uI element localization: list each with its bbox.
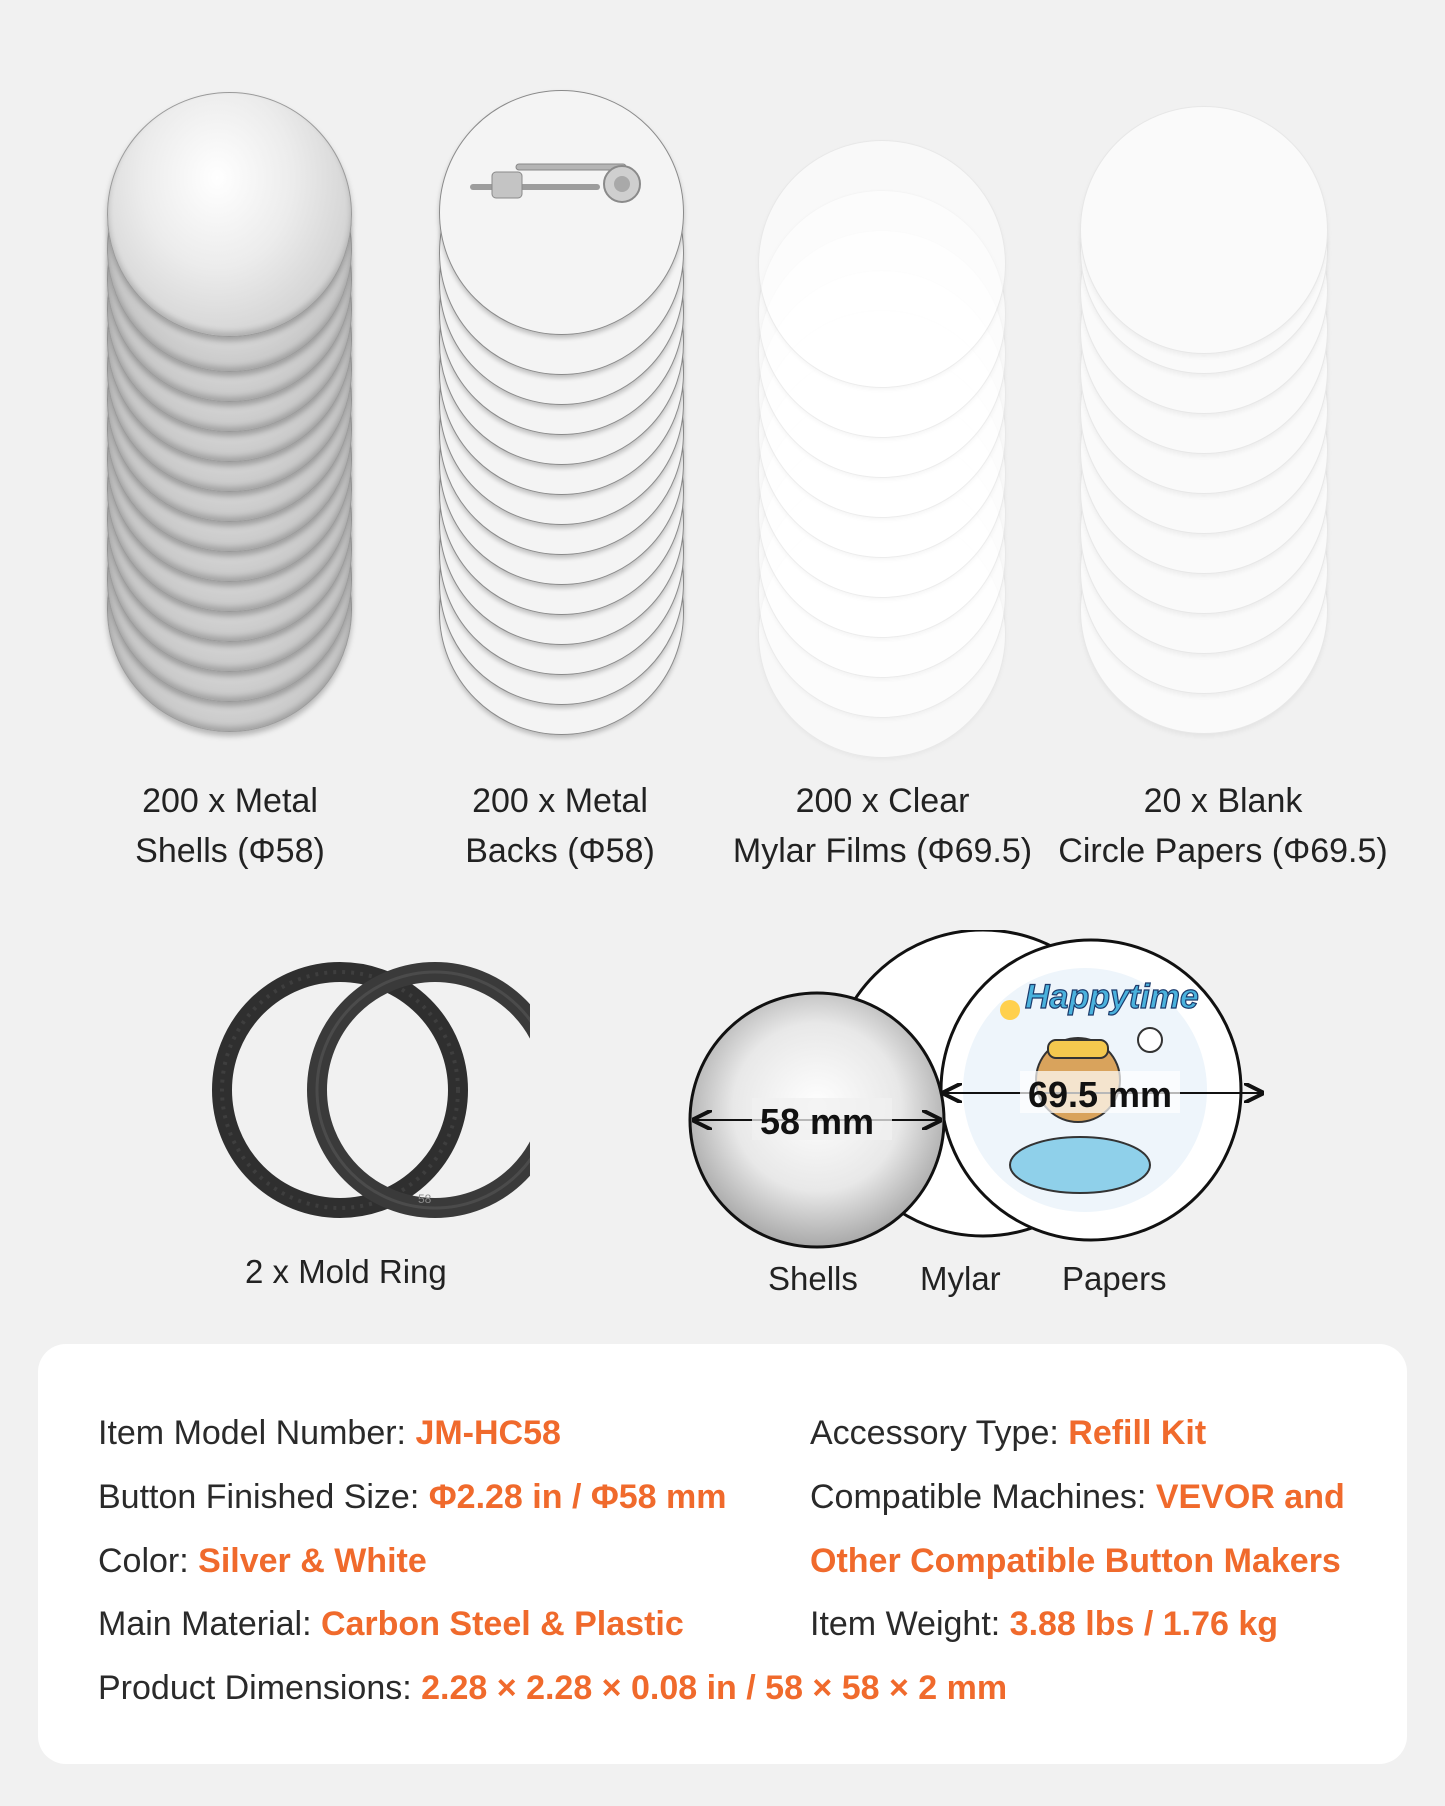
spec-accessory: Accessory Type: Refill Kit [810, 1414, 1207, 1452]
mylar-films-stack [758, 140, 1008, 760]
metal-back-top [439, 90, 684, 335]
artwork-text: Happytime [1025, 978, 1199, 1016]
spec-model: Item Model Number: JM-HC58 [98, 1414, 561, 1452]
metal-shells-stack [107, 92, 352, 732]
safety-pin-icon [464, 150, 664, 210]
spec-material: Main Material: Carbon Steel & Plastic [98, 1605, 684, 1643]
label-mylar: Mylar [920, 1260, 1001, 1297]
spec-card [38, 1344, 1407, 1764]
circle-papers-stack [1080, 106, 1330, 746]
caption-mold-ring: 2 x Mold Ring [245, 1253, 447, 1290]
spec-compatible-cont: Other Compatible Button Makers [810, 1542, 1341, 1580]
spec-compatible: Compatible Machines: VEVOR and [810, 1478, 1345, 1516]
size-comparison-diagram [680, 930, 1280, 1260]
mylar-size-label: 69.5 mm [1027, 1074, 1173, 1115]
spec-size: Button Finished Size: Φ2.28 in / Φ58 mm [98, 1478, 727, 1516]
label-papers: Papers [1062, 1260, 1167, 1297]
metal-shell-top [107, 92, 352, 337]
caption-mylar-films: 200 x Clear Mylar Films (Φ69.5) [732, 782, 1033, 870]
shell-size-label: 58 mm [759, 1101, 875, 1142]
spec-weight: Item Weight: 3.88 lbs / 1.76 kg [810, 1605, 1279, 1643]
caption-metal-shells: 200 x Metal Shells (Φ58) [135, 782, 325, 870]
caption-metal-backs: 200 x Metal Backs (Φ58) [465, 782, 655, 870]
ring-emboss: 58 [418, 1192, 432, 1206]
mold-rings-image [170, 955, 530, 1245]
metal-backs-stack [439, 90, 684, 740]
caption-circle-papers: 20 x Blank Circle Papers (Φ69.5) [1058, 782, 1388, 870]
spec-color: Color: Silver & White [98, 1542, 427, 1580]
spec-dimensions: Product Dimensions: 2.28 × 2.28 × 0.08 in / 58 × 58 × 2 mm [98, 1669, 1008, 1707]
label-shells: Shells [768, 1260, 858, 1297]
